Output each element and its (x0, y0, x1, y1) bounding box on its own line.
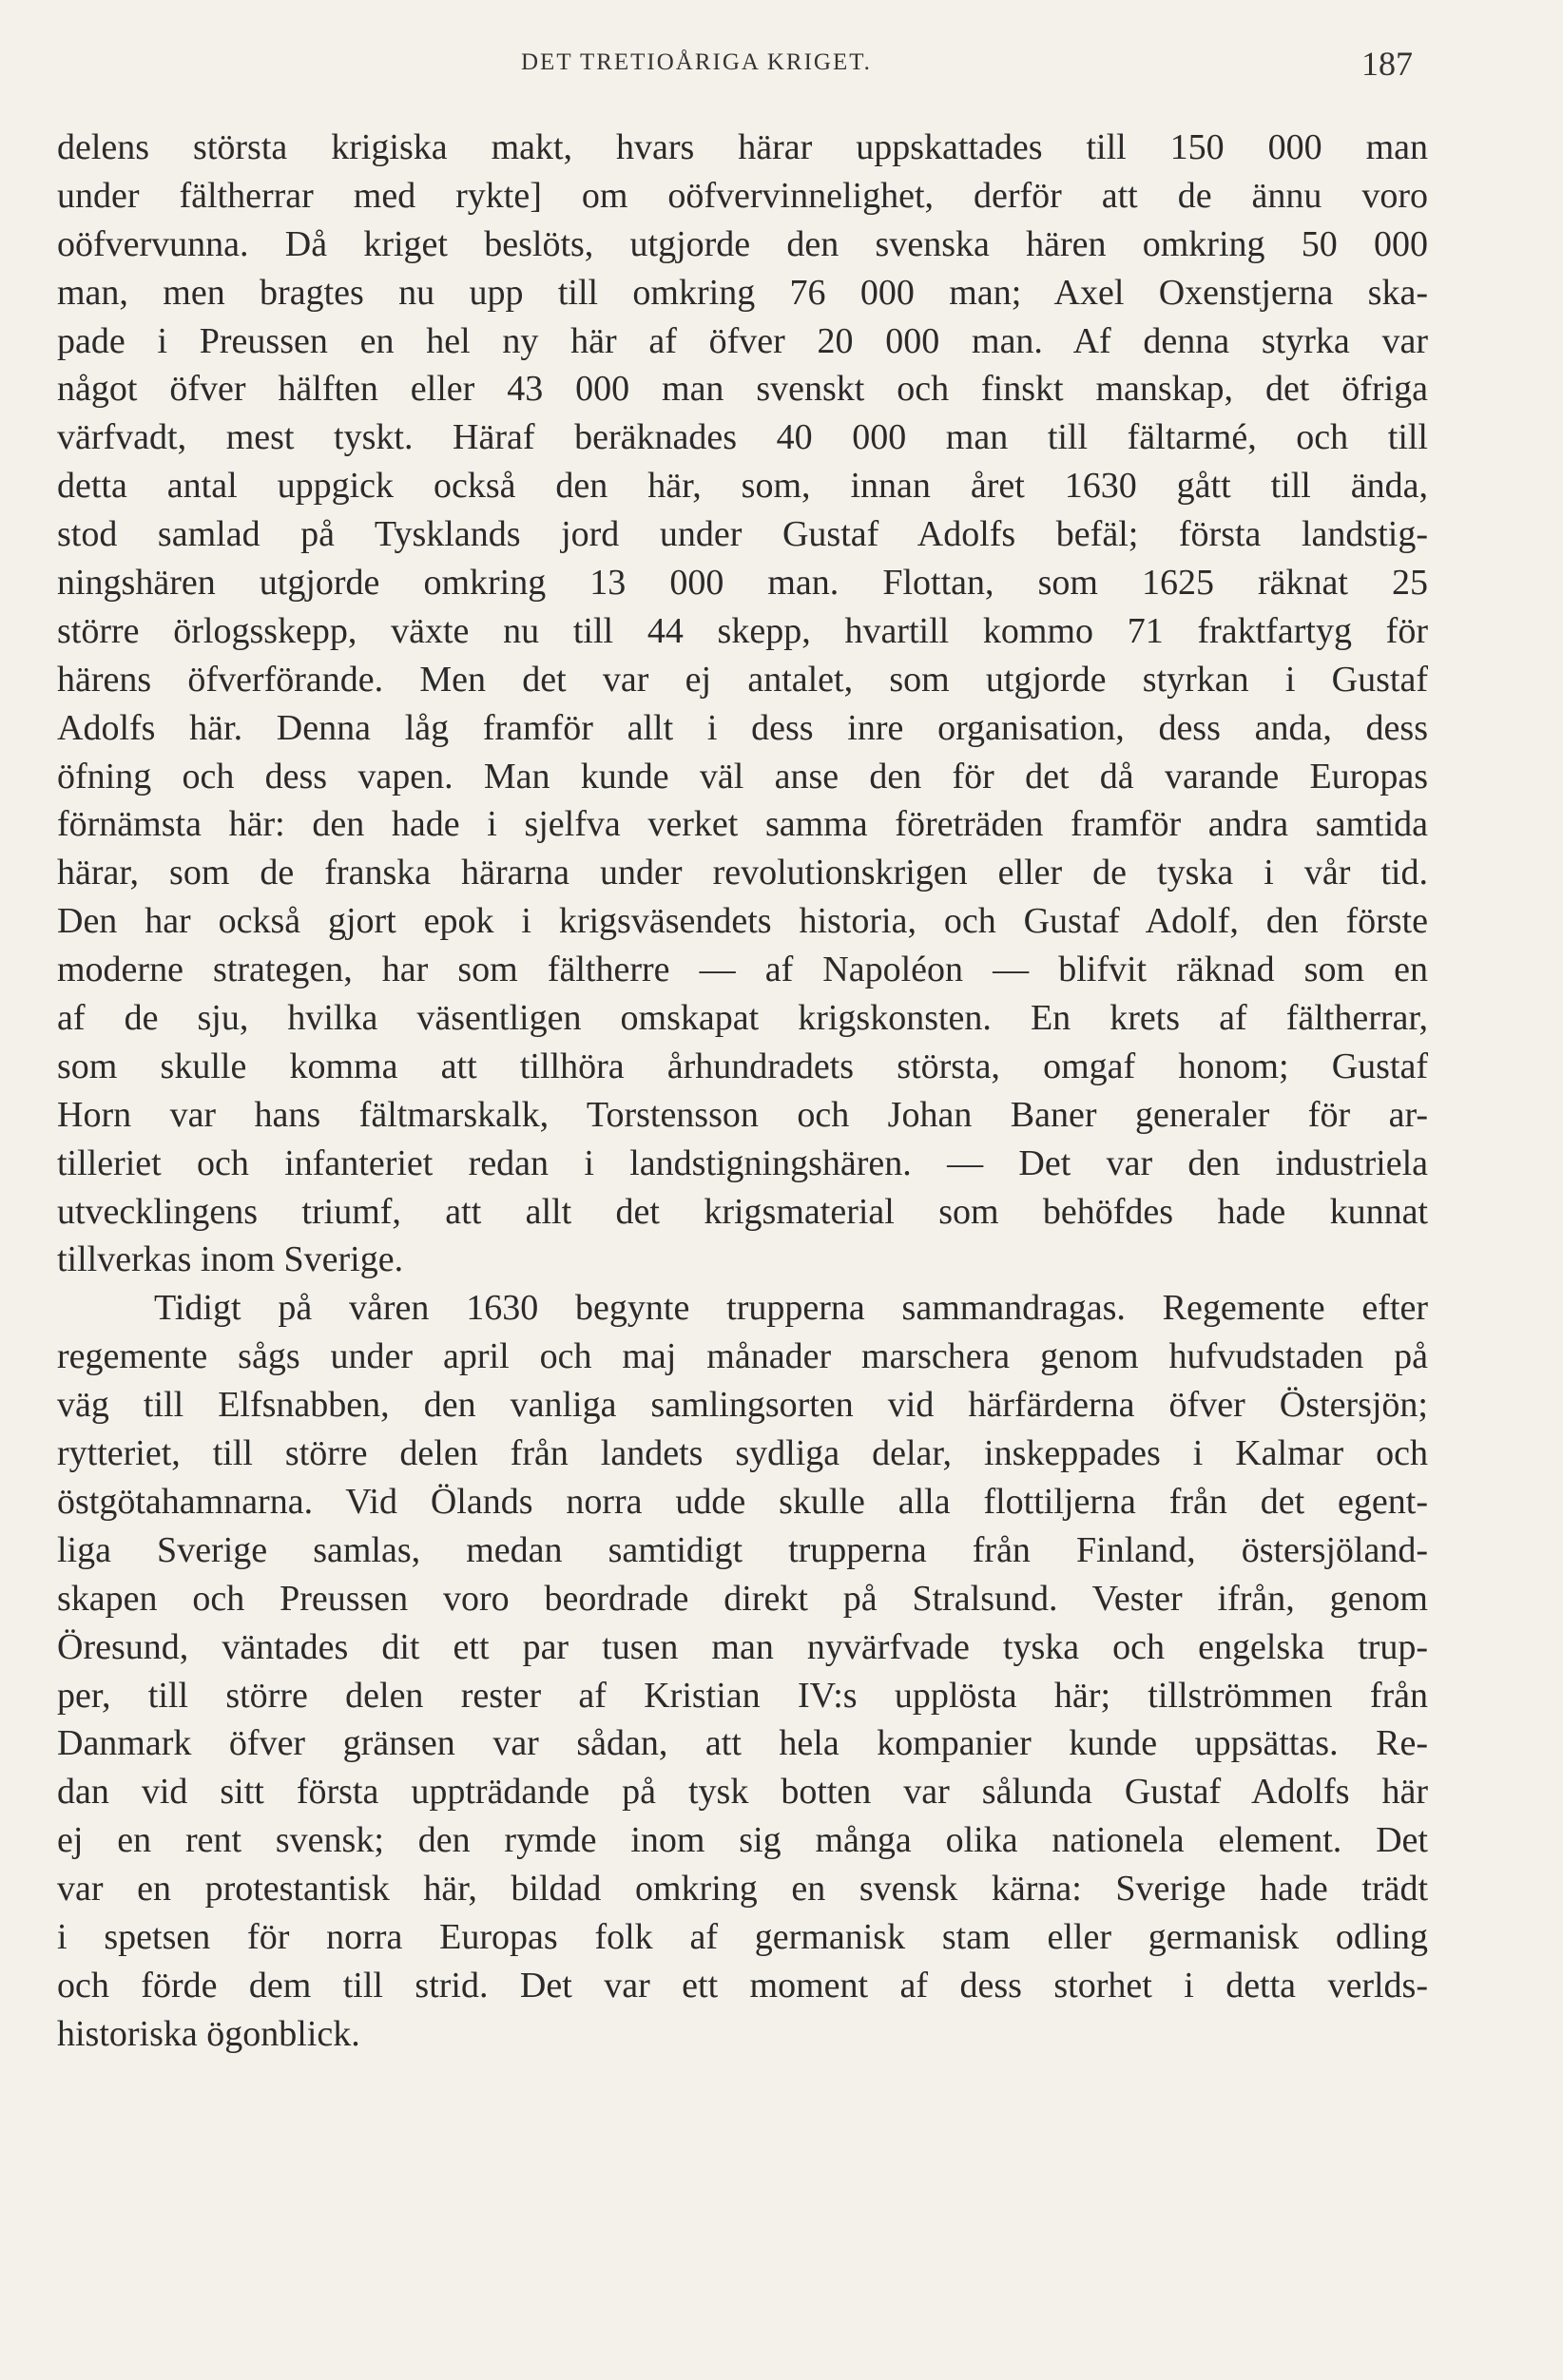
text-line: var en protestantisk här, bildad omkring en svensk kärna: Sverige hade trädt (57, 1869, 1428, 1910)
page-number: 187 (1361, 45, 1413, 83)
text-line: ej en rent svensk; den rymde inom sig många olika nationela element. Det (57, 1820, 1428, 1861)
text-line: moderne strategen, har som fältherre — af Napoléon — blifvit räknad som en (57, 950, 1428, 990)
text-line: och förde dem till strid. Det var ett moment af dess storhet i detta verlds- (57, 1965, 1428, 2006)
text-line: som skulle komma att tillhöra århundradets största, omgaf honom; Gustaf (57, 1046, 1428, 1086)
text-line: regemente sågs under april och maj månader marschera genom hufvudstaden på (57, 1336, 1428, 1377)
text-line: härar, som de franska härarna under revolutionskrigen eller de tyska i vår tid. (57, 853, 1428, 893)
text-line: Danmark öfver gränsen var sådan, att hela kompanier kunde uppsättas. Re- (57, 1723, 1428, 1764)
text-line: oöfvervunna. Då kriget beslöts, utgjorde den svenska hären omkring 50 000 (57, 223, 1428, 264)
paragraph-start-line: Tidigt på våren 1630 begynte trupperna sammandragas. Regemente efter (154, 1288, 1428, 1329)
text-line: väg till Elfsnabben, den vanliga samlingsorten vid härfärderna öfver Östersjön; (57, 1385, 1428, 1426)
text-line: Den har också gjort epok i krigsväsendets historia, och Gustaf Adolf, den förste (57, 901, 1428, 942)
text-line: utvecklingens triumf, att allt det krigsmaterial som behöfdes hade kunnat (57, 1191, 1428, 1232)
body-text (57, 124, 1428, 2059)
text-line: Öresund, väntades dit ett par tusen man nyvärfvade tyska och engelska trup- (57, 1626, 1428, 1667)
text-line: detta antal uppgick också den här, som, innan året 1630 gått till ända, (57, 466, 1428, 507)
text-line: tilleriet och infanteriet redan i landstigningshären. — Det var den industriela (57, 1142, 1428, 1183)
text-line: skapen och Preussen voro beordrade direkt på Stralsund. Vester ifrån, genom (57, 1578, 1428, 1619)
text-line: östgötahamnarna. Vid Ölands norra udde skulle alla flottiljerna från det egent- (57, 1481, 1428, 1522)
text-line: man, men bragtes nu upp till omkring 76 000 man; Axel Oxenstjerna ska- (57, 272, 1428, 313)
text-line: pade i Preussen en hel ny här af öfver 20 000 man. Af denna styrka var (57, 320, 1428, 361)
text-line: under fältherrar med rykte] om oöfvervinnelighet, derför att de ännu voro (57, 175, 1428, 216)
text-line: förnämsta här: den hade i sjelfva verket samma företräden framför andra samtida (57, 804, 1428, 845)
text-line: något öfver hälften eller 43 000 man svenskt och finskt manskap, det öfriga (57, 369, 1428, 410)
text-line: Horn var hans fältmarskalk, Torstensson och Johan Baner generaler för ar- (57, 1094, 1428, 1135)
text-line: per, till större delen rester af Kristian IV:s upplösta här; tillströmmen från (57, 1675, 1428, 1716)
text-line: öfning och dess vapen. Man kunde väl anse den för det då varande Europas (57, 756, 1428, 797)
paragraph-end-line: historiska ögonblick. (57, 2013, 360, 2054)
text-line: härens öfverförande. Men det var ej antalet, som utgjorde styrkan i Gustaf (57, 659, 1428, 700)
text-line: af de sju, hvilka väsentligen omskapat krigskonsten. En krets af fältherrar, (57, 998, 1428, 1039)
text-line: värfvadt, mest tyskt. Häraf beräknades 40 000 man till fältarmé, och till (57, 417, 1428, 458)
text-line: större örlogsskepp, växte nu till 44 skepp, hvartill kommo 71 fraktfartyg för (57, 610, 1428, 651)
text-line: i spetsen för norra Europas folk af germanisk stam eller germanisk odling (57, 1916, 1428, 1957)
text-line: rytteriet, till större delen från landets sydliga delar, inskeppades i Kalmar och (57, 1433, 1428, 1474)
running-header: DET TRETIOÅRIGA KRIGET. (521, 49, 872, 75)
text-line: stod samlad på Tysklands jord under Gustaf Adolfs befäl; första landstig- (57, 514, 1428, 555)
text-line: liga Sverige samlas, medan samtidigt trupperna från Finland, östersjöland- (57, 1529, 1428, 1570)
text-line: Adolfs här. Denna låg framför allt i dess inre organisation, dess anda, dess (57, 707, 1428, 748)
text-line: ningshären utgjorde omkring 13 000 man. Flottan, som 1625 räknat 25 (57, 563, 1428, 604)
text-line: delens största krigiska makt, hvars härar uppskattades till 150 000 man (57, 127, 1428, 167)
paragraph-end-line: tillverkas inom Sverige. (57, 1239, 404, 1280)
text-line: dan vid sitt första uppträdande på tysk botten var sålunda Gustaf Adolfs här (57, 1772, 1428, 1813)
